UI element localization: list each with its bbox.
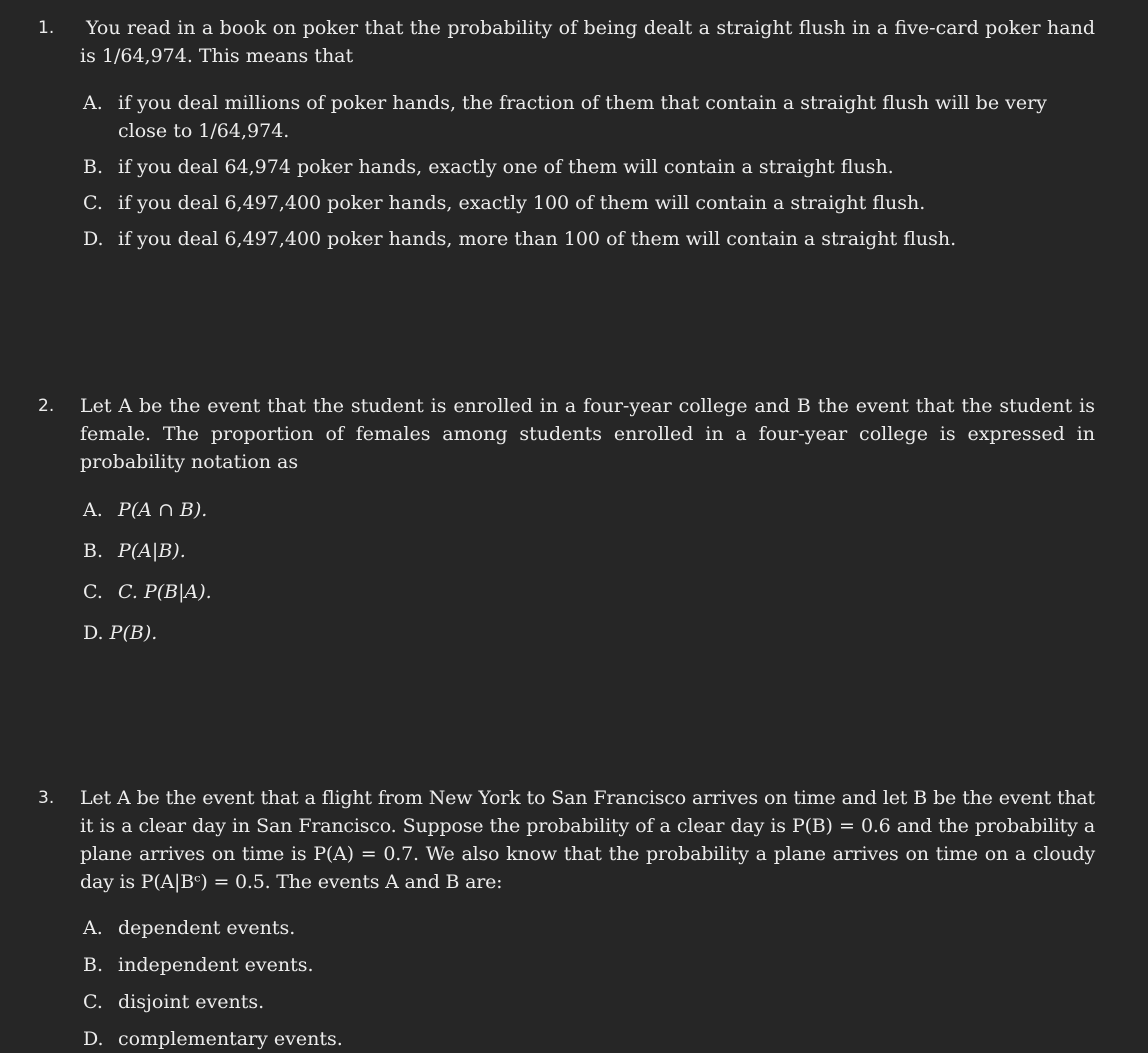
answer-option-b[interactable] bbox=[83, 951, 1095, 979]
option-text: P(A|B). bbox=[118, 540, 186, 562]
answer-option-d[interactable] bbox=[83, 1025, 1095, 1053]
question-stem: You read in a book on poker that the probability of being dealt a straight flush in a five-card poker hand is 1/64,974. This means that bbox=[80, 17, 1095, 67]
option-text: complementary events. bbox=[118, 1028, 343, 1050]
answer-option-c[interactable] bbox=[83, 189, 1095, 217]
option-letter: D. bbox=[83, 1028, 104, 1050]
question-number: 2. bbox=[38, 396, 55, 416]
answer-options bbox=[83, 496, 1095, 647]
option-letter: C. bbox=[83, 581, 103, 603]
question-3-header bbox=[0, 784, 1148, 896]
option-text: C. P(B|A). bbox=[118, 581, 212, 603]
question-1-header bbox=[0, 14, 1148, 70]
question-stem: Let A be the event that the student is enrolled in a four-year college and B the event that the student is female. The proportion of females among students enrolled in a four-year college is expressed in probability notation as bbox=[80, 395, 1095, 473]
option-text: disjoint events. bbox=[118, 991, 265, 1013]
option-text: P(A ∩ B). bbox=[118, 499, 208, 521]
option-letter: B. bbox=[83, 540, 104, 562]
option-text: dependent events. bbox=[118, 917, 296, 939]
option-text: if you deal 6,497,400 poker hands, exactly 100 of them will contain a straight flush. bbox=[118, 192, 926, 214]
answer-option-a[interactable] bbox=[83, 914, 1095, 942]
answer-option-a[interactable] bbox=[83, 496, 1095, 524]
question-3 bbox=[0, 784, 1148, 1053]
option-letter: A. bbox=[83, 499, 103, 521]
option-letter: B. bbox=[83, 156, 104, 178]
option-letter: C. bbox=[83, 991, 103, 1013]
answer-option-b[interactable] bbox=[83, 537, 1095, 565]
question-1 bbox=[0, 14, 1148, 253]
answer-option-d[interactable] bbox=[83, 619, 1095, 647]
question-number: 3. bbox=[38, 788, 55, 808]
option-letter: D. bbox=[83, 228, 104, 250]
option-text: if you deal 64,974 poker hands, exactly one of them will contain a straight flush. bbox=[118, 156, 894, 178]
question-stem: Let A be the event that a flight from New York to San Francisco arrives on time and let B be the event that it is a clear day in San Francisco. Suppose the probability of a clear day is P(B) = 0.6 and the probability a plane arrives on time is P(A) = 0.7. We also know that the probability a plane arrives on time on a cloudy day is P(A|Bᶜ) = 0.5. The events A and B are: bbox=[80, 787, 1095, 893]
answer-option-c[interactable] bbox=[83, 578, 1095, 606]
option-text: if you deal 6,497,400 poker hands, more than 100 of them will contain a straight flush. bbox=[118, 228, 957, 250]
option-letter: D. bbox=[83, 622, 104, 644]
question-2 bbox=[0, 392, 1148, 647]
option-letter: B. bbox=[83, 954, 104, 976]
answer-option-d[interactable] bbox=[83, 225, 1095, 253]
option-text: P(B). bbox=[109, 622, 158, 644]
question-2-header bbox=[0, 392, 1148, 476]
answer-option-a[interactable] bbox=[83, 89, 1095, 145]
answer-options bbox=[83, 89, 1095, 253]
option-letter: A. bbox=[83, 92, 103, 114]
answer-options bbox=[83, 914, 1095, 1053]
option-letter: A. bbox=[83, 917, 103, 939]
question-number: 1. bbox=[38, 18, 55, 38]
answer-option-c[interactable] bbox=[83, 988, 1095, 1016]
answer-option-b[interactable] bbox=[83, 153, 1095, 181]
option-text: independent events. bbox=[118, 954, 314, 976]
option-text: if you deal millions of poker hands, the fraction of them that contain a straight flush will be very close to 1/64,974. bbox=[118, 92, 1047, 142]
option-letter: C. bbox=[83, 192, 103, 214]
